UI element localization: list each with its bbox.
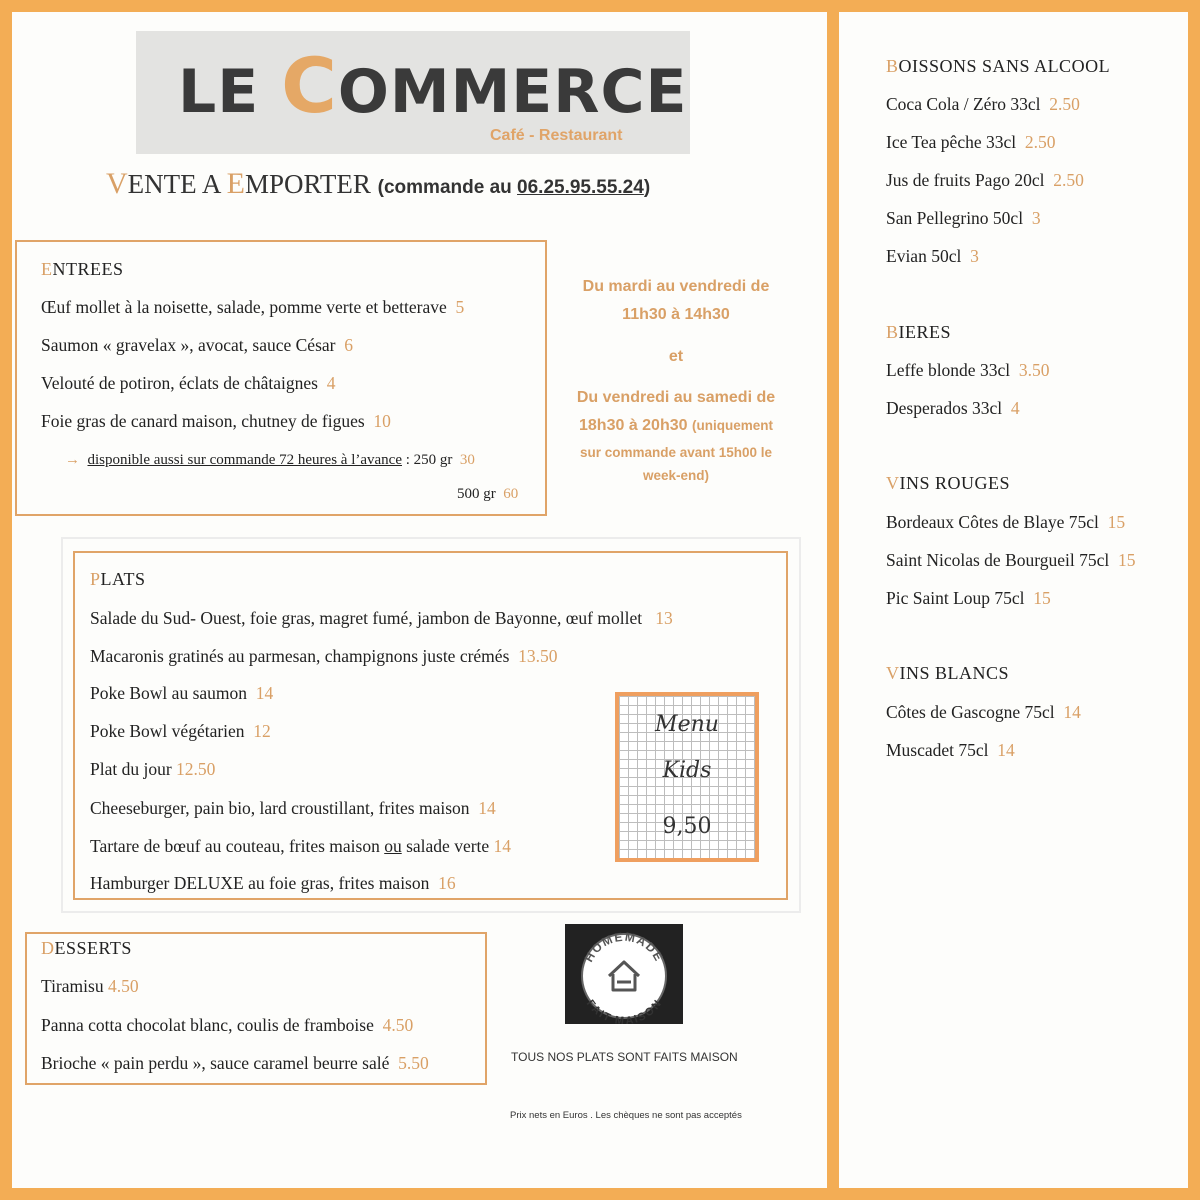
menu-item [41,373,335,394]
order-phone-number: 06.25.95.55.24 [517,177,644,198]
item-name-end: salade verte [401,836,490,856]
drink-item [886,132,1055,153]
weight-500: 500 gr [457,486,496,502]
item-price: 14 [1063,702,1081,722]
takeaway-heading [106,167,650,201]
menu-item [90,873,456,894]
item-price: 16 [438,873,456,893]
takeaway-v: V [106,167,128,200]
item-price: 5.50 [398,1053,429,1073]
heading-rest: INS ROUGES [899,473,1011,493]
hours-line-3: et [668,348,684,365]
order-phone-line [378,177,651,198]
item-price: 4.50 [107,976,139,996]
entrees-heading-initial: E [41,259,53,279]
item-price: 12 [253,721,271,741]
item-price: 14 [997,740,1015,760]
menu-item [90,683,273,704]
item-price: 15 [1033,588,1051,608]
entrees-heading-rest: NTREES [52,259,124,279]
item-price: 14 [255,683,274,703]
kids-menu-card [615,692,759,862]
logo-title-suffix: OMMERCE [337,57,688,127]
hours-evening-time: 18h30 à 20h30 [579,417,688,434]
item-name: Bordeaux Côtes de Blaye 75cl [886,512,1099,532]
hours-line-2: 11h30 à 14h30 [622,306,730,323]
item-name: Œuf mollet à la noisette, salade, pomme verte et betterave [41,297,447,317]
kids-menu-line-1: Menu [655,712,719,737]
item-name: Côtes de Gascogne 75cl [886,702,1055,722]
item-name: Leffe blonde 33cl [886,360,1011,380]
menu-item [41,1053,429,1074]
takeaway-e: E [226,167,245,200]
item-name: Poke Bowl au saumon [90,683,248,703]
item-name: Saint Nicolas de Bourgueil 75cl [886,550,1110,570]
heading-rest: IERES [898,322,952,342]
item-price: 10 [373,411,391,431]
menu-item [90,836,511,857]
item-price: 3 [970,246,979,266]
weight-250: : 250 gr [405,452,453,468]
menu-item [90,759,215,780]
item-name: Hamburger DELUXE au foie gras, frites maison [90,873,430,893]
heading-initial: V [886,663,900,683]
item-price: 4 [1010,398,1020,418]
kids-menu-line-2: Kids [662,758,712,783]
item-price: 4 [326,373,336,393]
all-homemade-notice: TOUS NOS PLATS SONT FAITS MAISON [511,1050,738,1064]
heading-rest: OISSONS SANS ALCOOL [898,56,1111,76]
drink-item [886,208,1041,229]
drink-item [886,246,979,267]
logo-title-prefix: LE [178,57,282,127]
red-wines-heading [886,473,1010,494]
item-price: 14 [493,836,512,856]
drink-item [886,512,1125,533]
desserts-heading-initial: D [41,938,55,958]
item-price: 3 [1031,208,1041,228]
foie-gras-order-note [65,452,475,469]
item-price: 13 [655,608,673,628]
item-price: 14 [478,798,496,818]
soft-drinks-heading [886,56,1110,77]
logo-title [178,41,688,130]
logo-subtitle: Café - Restaurant [490,127,623,144]
item-name: Desperados 33cl [886,398,1003,418]
item-price: 15 [1107,512,1126,532]
menu-item [41,1015,413,1036]
hours-line-6: sur commande avant 15h00 le [579,445,773,460]
hours-line-1: Du mardi au vendredi de [582,278,770,295]
drink-item [886,94,1080,115]
homemade-badge [565,924,683,1024]
drink-item [886,588,1051,609]
menu-item [41,297,464,318]
item-name: Tartare de bœuf au couteau, frites maison [90,836,385,856]
kids-menu-price: 9,50 [662,814,712,839]
item-price: 5 [455,297,465,317]
entrees-section [15,240,547,516]
item-name: Muscadet 75cl [886,740,989,760]
desserts-heading-rest: ESSERTS [54,938,132,958]
drink-item [886,170,1084,191]
order-note-text: disponible aussi sur commande 72 heures à l’avance [87,452,402,468]
menu-item [41,411,391,432]
menu-left-page [12,12,827,1188]
arrow-icon: → [65,452,80,468]
beers-heading [886,322,951,343]
item-name: Evian 50cl [886,246,962,266]
item-name: Velouté de potiron, éclats de châtaignes [41,373,318,393]
item-name: Saumon « gravelax », avocat, sauce César [41,335,336,355]
desserts-heading [41,938,132,959]
drink-item [886,702,1081,723]
drink-item [886,740,1015,761]
item-name: Salade du Sud- Ouest, foie gras, magret fumé, jambon de Bayonne, œuf mollet [90,608,643,628]
homemade-logo-icon [565,924,683,1024]
drink-item [886,398,1020,419]
drink-item [886,550,1136,571]
item-name: Plat du jour [90,759,172,779]
item-name: Jus de fruits Pago 20cl [886,170,1045,190]
item-price: 6 [344,335,353,355]
white-wines-heading [886,663,1009,684]
menu-item [41,976,139,997]
heading-rest: INS BLANCS [899,663,1010,683]
item-name: Macaronis gratinés au parmesan, champignons juste crémés [90,646,510,666]
item-price: 15 [1118,550,1136,570]
hours-line-7: week-end) [642,468,710,483]
entrees-heading [41,259,124,280]
item-price: 3.50 [1018,360,1050,380]
homemade-top-text: HOMEMADE [581,929,667,965]
drink-item [886,360,1049,381]
item-price: 4.50 [382,1015,414,1035]
order-prefix: (commande au [377,177,518,198]
restaurant-logo [136,31,690,154]
homemade-bottom-text: FAIT MAISON [583,997,665,1024]
item-name: Ice Tea pêche 33cl [886,132,1017,152]
takeaway-ente: ENTE A [127,169,227,199]
heading-initial: B [886,56,899,76]
menu-item [90,608,673,629]
menu-item [90,721,271,742]
heading-initial: B [886,322,899,342]
heading-initial: V [886,473,900,493]
plats-heading-rest: LATS [100,569,146,589]
item-name: Coca Cola / Zéro 33cl [886,94,1041,114]
item-price: 2.50 [1049,94,1080,114]
menu-item [90,798,496,819]
plats-heading [90,569,146,590]
hours-line-4: Du vendredi au samedi de [576,389,776,406]
plats-heading-initial: P [90,569,101,589]
price-250: 30 [459,452,475,468]
item-name: Panna cotta chocolat blanc, coulis de framboise [41,1015,374,1035]
takeaway-mporter: MPORTER [245,169,371,199]
hours-line-5 [564,417,788,435]
order-suffix: ) [643,177,651,198]
item-price: 13.50 [518,646,558,666]
item-name: Brioche « pain perdu », sauce caramel beurre salé [41,1053,390,1073]
logo-title-big-letter: C [281,41,338,130]
item-name: Poke Bowl végétarien [90,721,245,741]
foie-gras-500 [457,486,518,503]
price-500: 60 [503,486,519,502]
item-price: 12.50 [176,759,216,779]
menu-item [90,646,558,667]
item-name: San Pellegrino 50cl [886,208,1024,228]
desserts-section [25,932,487,1085]
item-name: Tiramisu [41,976,104,996]
prices-notice: Prix nets en Euros . Les chèques ne sont pas acceptés [510,1110,742,1121]
menu-item [41,335,353,356]
item-price: 2.50 [1024,132,1056,152]
menu-right-page [839,12,1188,1188]
item-name: Foie gras de canard maison, chutney de figues [41,411,365,431]
item-name: Cheeseburger, pain bio, lard croustillant, frites maison [90,798,470,818]
item-name: Pic Saint Loup 75cl [886,588,1025,608]
item-price: 2.50 [1053,170,1084,190]
item-name-or: ou [384,836,402,856]
hours-evening-note: (uniquement [691,418,773,433]
